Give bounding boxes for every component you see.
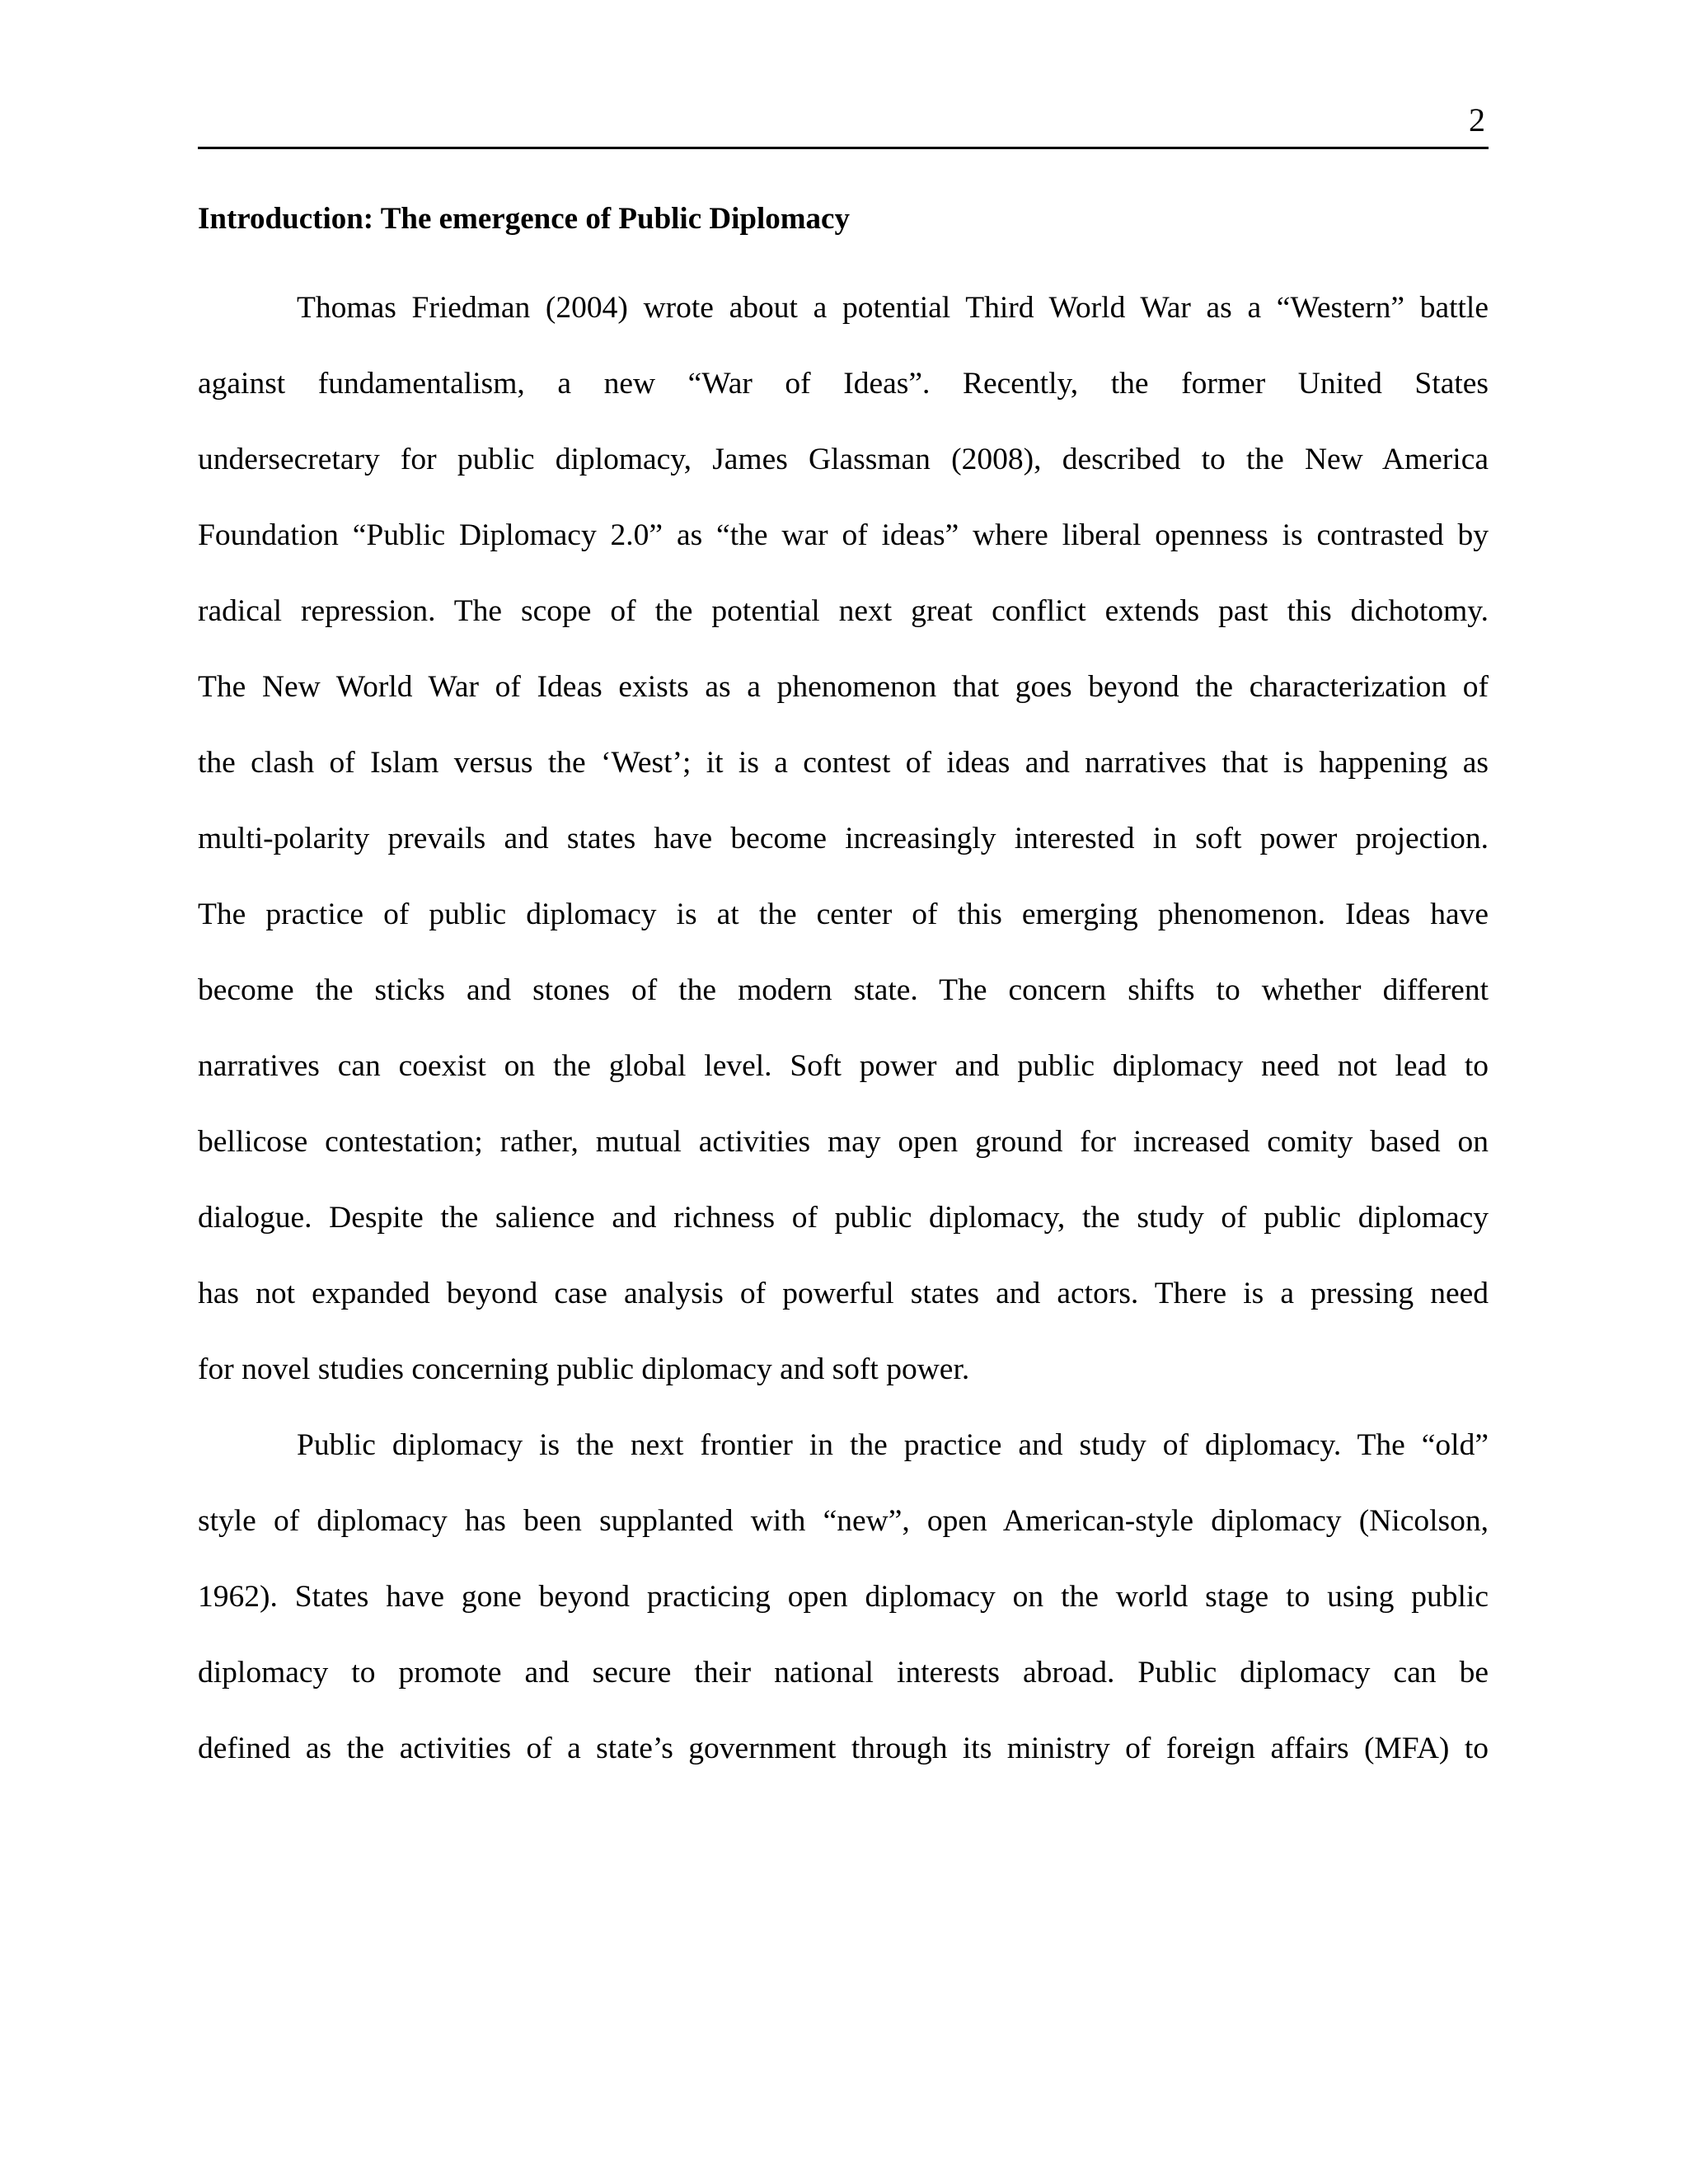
paragraph-line: multi-polarity prevails and states have become increasingly interested in soft power projection. xyxy=(198,822,1489,855)
section-heading: Introduction: The emergence of Public Diplomacy xyxy=(198,202,850,236)
paragraph-line: undersecretary for public diplomacy, James Glassman (2008), described to the New America xyxy=(198,443,1489,476)
page-number: 2 xyxy=(1469,101,1485,138)
paragraph-line: style of diplomacy has been supplanted with “new”, open American-style diplomacy (Nicolson, xyxy=(198,1504,1489,1538)
paragraph-line: diplomacy to promote and secure their national interests abroad. Public diplomacy can be xyxy=(198,1656,1489,1690)
paragraph-line: for novel studies concerning public diplomacy and soft power. xyxy=(198,1352,970,1386)
paragraph-line: dialogue. Despite the salience and richness of public diplomacy, the study of public diplomacy xyxy=(198,1201,1489,1235)
paragraph-line: narratives can coexist on the global level. Soft power and public diplomacy need not lead to xyxy=(198,1049,1489,1083)
paragraph-line: Public diplomacy is the next frontier in the practice and study of diplomacy. The “old” xyxy=(297,1428,1489,1462)
paragraph-line: radical repression. The scope of the potential next great conflict extends past this dichotomy. xyxy=(198,594,1489,628)
paragraph-2 xyxy=(198,1408,1489,1787)
paragraph-line: 1962). States have gone beyond practicing open diplomacy on the world stage to using public xyxy=(198,1580,1489,1614)
page-content xyxy=(198,194,1489,1787)
paragraph-line: The New World War of Ideas exists as a phenomenon that goes beyond the characterization of xyxy=(198,670,1489,704)
paragraph-line: against fundamentalism, a new “War of Ideas”. Recently, the former United States xyxy=(198,367,1489,401)
paragraph-line: defined as the activities of a state’s government through its ministry of foreign affairs (MFA) to xyxy=(198,1732,1489,1765)
paragraph-line: has not expanded beyond case analysis of powerful states and actors. There is a pressing need xyxy=(198,1277,1489,1310)
header-rule xyxy=(198,147,1489,149)
paragraph-line: the clash of Islam versus the ‘West’; it is a contest of ideas and narratives that is happening as xyxy=(198,746,1489,780)
paragraph-line: Thomas Friedman (2004) wrote about a potential Third World War as a “Western” battle xyxy=(297,291,1489,325)
paragraph-line: become the sticks and stones of the modern state. The concern shifts to whether different xyxy=(198,973,1489,1007)
paragraph-line: Foundation “Public Diplomacy 2.0” as “the war of ideas” where liberal openness is contrasted by xyxy=(198,518,1489,552)
paragraph-line: bellicose contestation; rather, mutual activities may open ground for increased comity based on xyxy=(198,1125,1489,1159)
paragraph-1 xyxy=(198,270,1489,1408)
paragraph-line: The practice of public diplomacy is at the center of this emerging phenomenon. Ideas have xyxy=(198,898,1489,931)
